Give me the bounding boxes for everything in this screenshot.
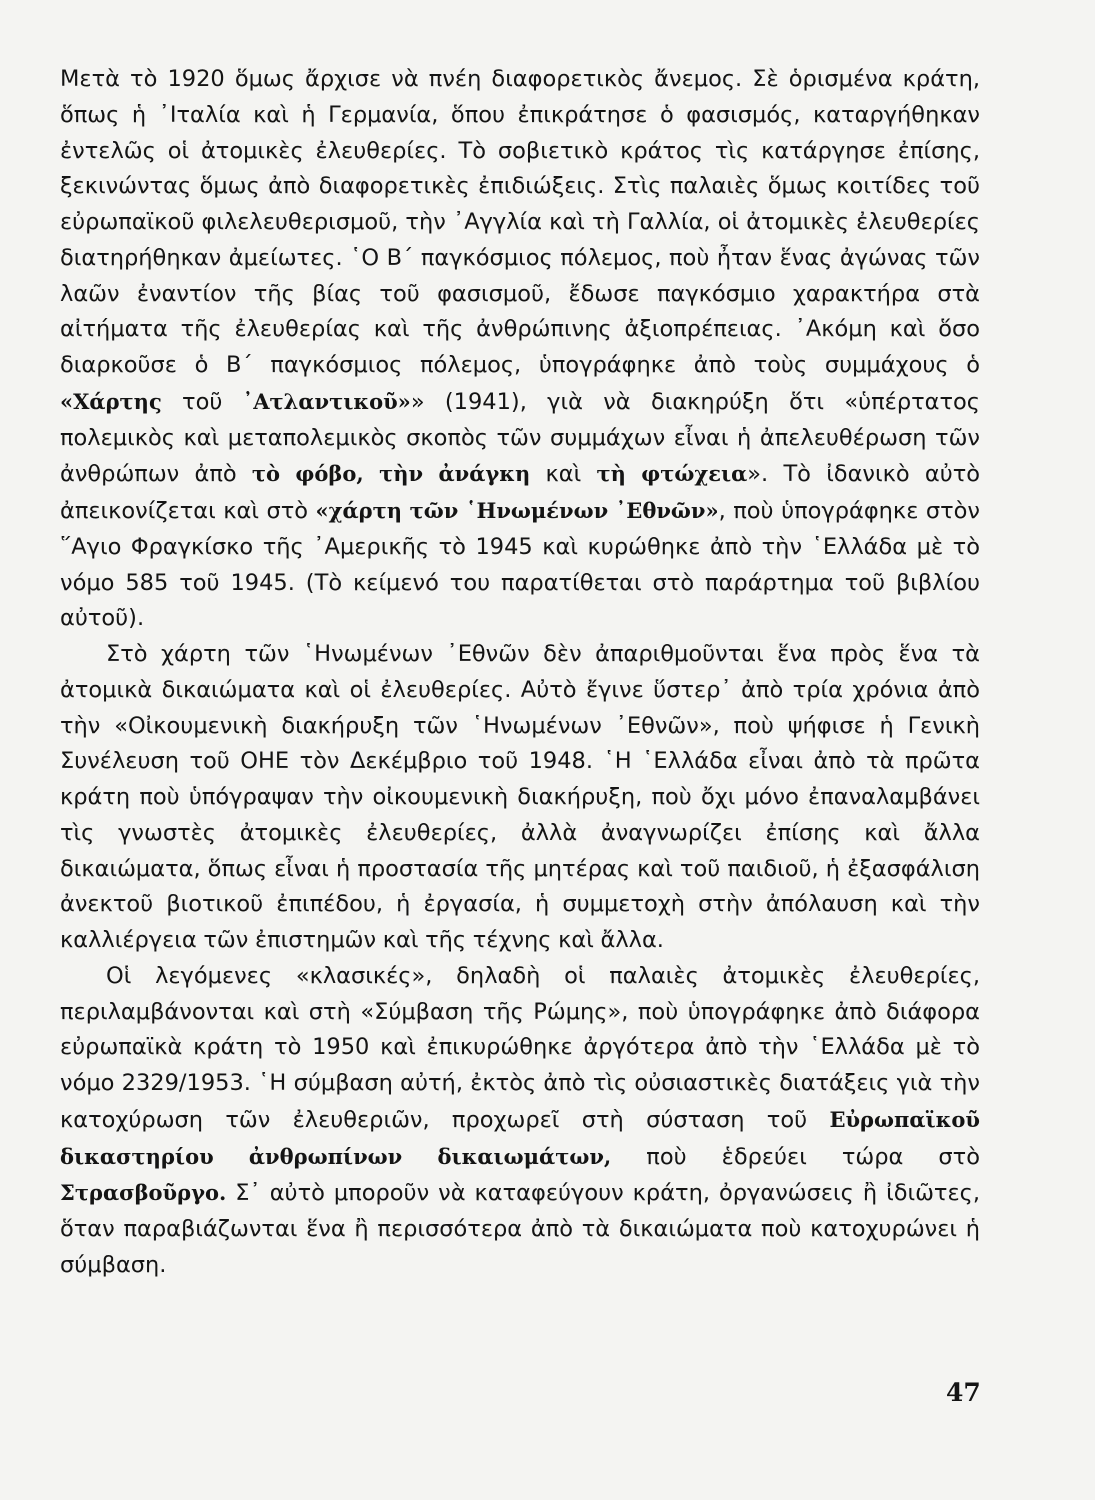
bold-text-run: «χάρτη τῶν ῾Ηνωμένων ᾿Εθνῶν» — [315, 498, 719, 523]
text-run: » (1941), γιὰ νὰ διακηρύξη ὅτι «ὑπέρτατος πολεμικὸς καὶ μεταπολεμικὸς σκοπὸς τῶν συμμάχων εἶναι ἡ ἀπελευθέρωση τῶν ἀνθρώπων ἀπὸ — [60, 388, 980, 488]
bold-text-run: τὸ φόβο, τὴν ἀνάγκη — [251, 461, 531, 487]
text-run: Σ᾿ αὐτὸ μποροῦν νὰ καταφεύγουν κράτη, ὀργανώσεις ἢ ἰδιῶτες, ὅταν παραβιάζωνται ἕνα ἢ περισσότερα ἀπὸ τὰ δικαιώματα ποὺ κατοχυρώνει ἡ σύμβαση. — [60, 1180, 980, 1278]
bold-text-run: τὴ φτώχεια — [596, 461, 748, 487]
page-number: 47 — [946, 1378, 981, 1407]
text-run: Στὸ χάρτη τῶν ῾Ηνωμένων ᾿Εθνῶν δὲν ἀπαριθμοῦνται ἕνα πρὸς ἕνα τὰ ἀτομικὰ δικαιώματα καὶ οἱ ἐλευθερίες. Αὐτὸ ἔγινε ὕστερ᾿ ἀπὸ τρία χρόνια ἀπὸ τὴν «Οἰκουμενικὴ διακήρυξη τῶν ῾Ηνωμένων ᾿Εθνῶν», ποὺ ψήφισε ἡ Γενικὴ Συνέλευση τοῦ ΟΗΕ τὸν Δεκέμβριο τοῦ 1948. ῾Η ῾Ελλάδα εἶναι ἀπὸ τὰ πρῶτα κράτη ποὺ ὑπόγραψαν τὴν οἰκουμενικὴ διακήρυξη, ποὺ ὄχι μόνο ἐπαναλαμβάνει τὶς γνωστὲς ἀτομικὲς ἐλευθερίες, ἀλλὰ ἀναγνωρίζει ἐπίσης καὶ ἄλλα δικαιώματα, ὅπως εἶναι ἡ προστασία τῆς μητέρας καὶ τοῦ παιδιοῦ, ἡ ἐξασφάλιση ἀνεκτοῦ βιοτικοῦ ἐπιπέδου, ἡ ἐργασία, ἡ συμμετοχὴ στὴν ἀπόλαυση καὶ τὴν καλλιέργεια τῶν ἐπιστημῶν καὶ τῆς τέχνης καὶ ἄλλα. — [60, 641, 980, 953]
text-run: Οἱ λεγόμενες «κλασικές», δηλαδὴ οἱ παλαιὲς ἀτομικὲς ἐλευθερίες, περιλαμβάνονται καὶ στὴ «Σύμβαση τῆς Ρώμης», ποὺ ὑπογράφηκε ἀπὸ διάφορα εὐρωπαϊκὰ κράτη τὸ 1950 καὶ ἐπικυρώθηκε ἀργότερα ἀπὸ τὴν ῾Ελλάδα μὲ τὸ νόμο 2329/1953. ῾Η σύμβαση αὐτή, ἐκτὸς ἀπὸ τὶς οὐσιαστικὲς διατάξεις γιὰ τὴν κατοχύρωση τῶν ἐλευθεριῶν, προχωρεῖ στὴ σύσταση τοῦ — [60, 962, 980, 1133]
text-run: ». Τὸ ἰδανικὸ αὐτὸ ἀπεικονίζεται καὶ στὸ — [60, 461, 981, 524]
paragraph — [60, 62, 980, 637]
text-run: τοῦ — [161, 388, 243, 415]
text-run: ποὺ ἑδρεύει τώρα στὸ — [611, 1143, 980, 1170]
paragraph — [60, 637, 980, 959]
text-run: Μετὰ τὸ 1920 ὅμως ἄρχισε νὰ πνέη διαφορετικὸς ἄνεμος. Σὲ ὁρισμένα κράτη, ὅπως ἡ ᾿Ιταλία καὶ ἡ Γερμανία, ὅπου ἐπικράτησε ὁ φασισμός, καταργήθηκαν ἐντελῶς οἱ ἀτομικὲς ἐλευθερίες. Τὸ σοβιετικὸ κράτος τὶς κατάργησε ἐπίσης, ξεκινώντας ὅμως ἀπὸ διαφορετικὲς ἐπιδιώξεις. Στὶς παλαιὲς ὅμως κοιτίδες τοῦ εὐρωπαϊκοῦ φιλελευθερισμοῦ, τὴν ᾿Αγγλία καὶ τὴ Γαλλία, οἱ ἀτομικὲς ἐλευθερίες διατηρήθηκαν ἀμείωτες. ῾Ο Β΄ παγκόσμιος πόλεμος, ποὺ ἦταν ἕνας ἀγώνας τῶν λαῶν ἐναντίον τῆς βίας τοῦ φασισμοῦ, ἔδωσε παγκόσμιο χαρακτήρα στὰ αἰτήματα τῆς ἐλευθερίας καὶ τῆς ἀνθρώπινης ἀξιοπρέπειας. ᾿Ακόμη καὶ ὅσο διαρκοῦσε ὁ Β΄ παγκόσμιος πόλεμος, ὑπογράφηκε ἀπὸ τοὺς συμμάχους ὁ — [60, 66, 980, 378]
bold-text-run: Στρασβοῦργο. — [60, 1180, 227, 1206]
text-run: καὶ — [530, 461, 597, 488]
bold-text-run: Εὐρωπαϊκοῦ δικαστηρίου ἀνθρωπίνων δικαιωμάτων, — [60, 1106, 980, 1169]
bold-text-run: «Χάρτης — [60, 388, 162, 414]
text-run: , ποὺ ὑπογράφηκε στὸν ῞Αγιο Φραγκίσκο τῆς ᾿Αμερικῆς τὸ 1945 καὶ κυρώθηκε ἀπὸ τὴν ῾Ελλάδα μὲ τὸ νόμο 585 τοῦ 1945. (Τὸ κείμενό του παρατίθεται στὸ παράρτημα τοῦ βιβλίου αὐτοῦ). — [60, 498, 980, 632]
paragraph — [60, 959, 980, 1284]
page-body — [60, 62, 980, 1284]
bold-text-run: ᾿Ατλαντικοῦ» — [242, 388, 411, 414]
